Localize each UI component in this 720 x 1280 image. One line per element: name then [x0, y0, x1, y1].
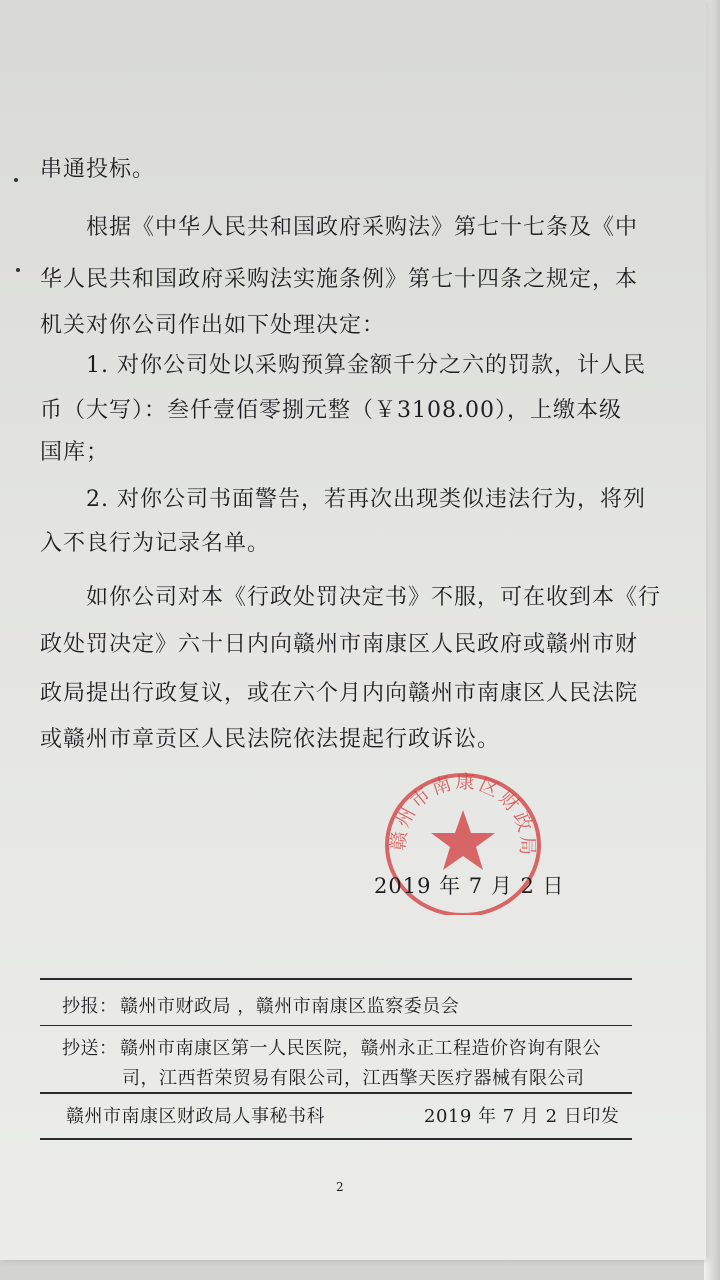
body-line: 或赣州市章贡区人民法院依法提起行政诉讼。 [40, 727, 501, 752]
divider-middle [40, 1092, 632, 1094]
body-line: 1. 对你公司处以采购预算金额千分之六的罚款，计人民 [86, 353, 646, 378]
body-line: 机关对你公司作出如下处理决定： [40, 313, 386, 338]
divider-bottom [40, 1138, 632, 1140]
body-line: 根据《中华人民共和国政府采购法》第七十七条及《中 [86, 215, 639, 240]
body-line: 2. 对你公司书面警告，若再次出现类似违法行为，将列 [86, 487, 646, 512]
body-line: 如你公司对本《行政处罚决定书》不服，可在收到本《行 [86, 585, 662, 610]
footer-issuer: 赣州市南康区财政局人事秘书科 [66, 1106, 325, 1127]
seal-text: 赣州市南康区财政局 [387, 770, 539, 859]
cc-send-to-line2: 司，江西哲荣贸易有限公司，江西擎天医疗器械有限公司 [122, 1068, 585, 1089]
body-line: 政局提出行政复议，或在六个月内向赣州市南康区人民法院 [40, 681, 639, 706]
body-line: 国库； [40, 440, 110, 465]
binding-hole [16, 268, 20, 272]
cc-send-label: 抄送： [62, 1038, 118, 1059]
signature-date: 2019 年 7 月 2 日 [374, 874, 565, 898]
body-line: 政处罚决定》六十日内向赣州市南康区人民政府或赣州市财 [40, 632, 639, 657]
divider-thin [40, 1025, 632, 1026]
footer-issue-date: 2019 年 7 月 2 日印发 [424, 1106, 620, 1127]
binding-hole [14, 178, 18, 182]
body-line: 串通投标。 [40, 157, 156, 182]
body-line: 华人民共和国政府采购法实施条例》第七十四条之规定，本 [40, 267, 639, 292]
cc-send-to-line1: 赣州市南康区第一人民医院，赣州永正工程造价咨询有限公 [120, 1038, 601, 1059]
body-line: 币（大写）：叁仟壹佰零捌元整（￥3108.00），上缴本级 [40, 398, 622, 423]
cc-report-to: 赣州市财政局 ，赣州市南康区监察委员会 [120, 996, 460, 1017]
page-number: 2 [336, 1180, 344, 1194]
page-edge [704, 0, 720, 1280]
cc-report-label: 抄报： [62, 996, 118, 1017]
divider-top [40, 978, 632, 980]
body-line: 入不良行为记录名单。 [40, 531, 271, 556]
